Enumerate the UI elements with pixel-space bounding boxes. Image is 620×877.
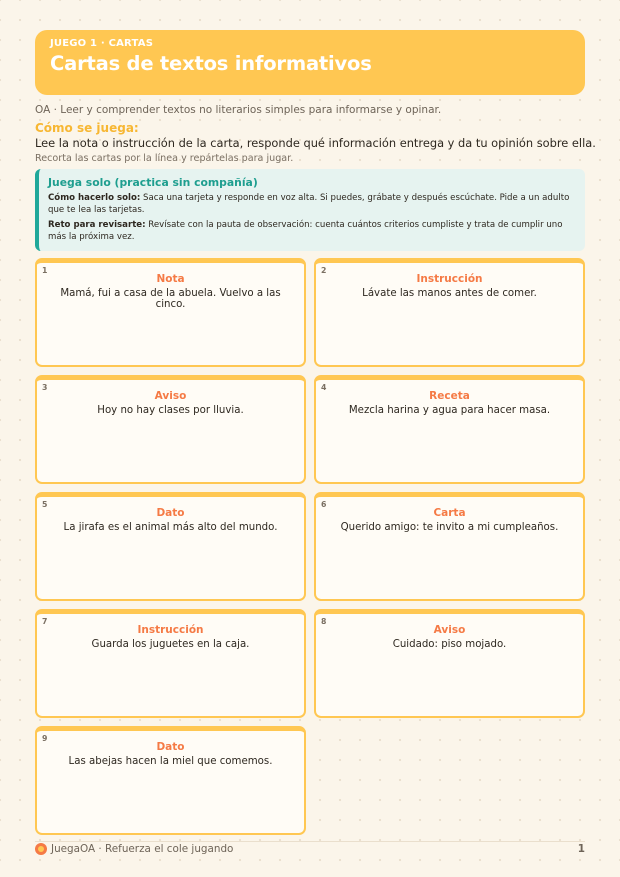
solo-play-box <box>35 169 585 251</box>
card-number: 8 <box>321 617 327 626</box>
solo-challenge-text: Revísate con la pauta de observación: cuenta cuántos criterios cumpliste y trata de cumplir uno más la próxima vez. <box>48 220 563 242</box>
card-number: 4 <box>321 383 327 392</box>
card-number: 9 <box>42 734 48 743</box>
card-number: 3 <box>42 383 48 392</box>
card-type: Dato <box>156 507 185 519</box>
card-3 <box>35 375 306 484</box>
card-type: Carta <box>433 507 466 519</box>
solo-how-text: Saca una tarjeta y responde en voz alta. Si puedes, grábate y después escúchate. Pide a un adulto que te lea las tarjetas. <box>48 193 570 215</box>
card-type: Instrucción <box>416 273 483 285</box>
solo-play-title: Juega solo (practica sin compañía) <box>48 176 258 189</box>
card-number: 1 <box>42 266 48 275</box>
page-header <box>35 30 585 95</box>
card-text: Cuidado: piso mojado. <box>392 639 507 650</box>
card-1 <box>35 258 306 367</box>
card-text: Mezcla harina y agua para hacer masa. <box>348 405 551 416</box>
target-logo-icon <box>35 843 47 855</box>
card-text: Las abejas hacen la miel que comemos. <box>68 756 273 767</box>
card-number: 7 <box>42 617 48 626</box>
solo-challenge-label: Reto para revisarte: <box>48 220 146 230</box>
card-type: Instrucción <box>137 624 204 636</box>
solo-challenge-paragraph <box>48 219 575 243</box>
solo-how-label: Cómo hacerlo solo: <box>48 193 141 203</box>
card-9 <box>35 726 306 835</box>
card-type: Receta <box>429 390 470 402</box>
card-text: Mamá, fui a casa de la abuela. Vuelvo a las cinco. <box>60 288 281 310</box>
card-type: Aviso <box>433 624 466 636</box>
card-text: La jirafa es el animal más alto del mundo. <box>63 522 278 533</box>
card-text: Hoy no hay clases por lluvia. <box>97 405 244 416</box>
card-text: Guarda los juguetes en la caja. <box>91 639 250 650</box>
card-7 <box>35 609 306 718</box>
how-to-play-heading: Cómo se juega: <box>35 121 139 135</box>
card-type: Dato <box>156 741 185 753</box>
card-2 <box>314 258 585 367</box>
solo-how-paragraph <box>48 192 575 216</box>
page-number: 1 <box>577 843 585 855</box>
card-6 <box>314 492 585 601</box>
card-type: Nota <box>156 273 185 285</box>
card-8 <box>314 609 585 718</box>
cut-instructions: Recorta las cartas por la línea y repártelas para jugar. <box>35 153 294 164</box>
page-title: Cartas de textos informativos <box>50 52 372 75</box>
card-type: Aviso <box>154 390 187 402</box>
card-text: Lávate las manos antes de comer. <box>362 288 537 299</box>
card-number: 6 <box>321 500 327 509</box>
learning-objective: OA · Leer y comprender textos no literarios simples para informarse y opinar. <box>35 104 442 116</box>
footer-divider <box>35 841 585 842</box>
card-5 <box>35 492 306 601</box>
card-text: Querido amigo: te invito a mi cumpleaños. <box>340 522 559 533</box>
game-kicker: JUEGO 1 · CARTAS <box>50 38 154 49</box>
footer-brand: JuegaOA · Refuerza el cole jugando <box>51 843 234 855</box>
page-footer <box>35 843 585 857</box>
card-number: 2 <box>321 266 327 275</box>
how-to-play-text: Lee la nota o instrucción de la carta, responde qué información entrega y da tu opinión sobre ella. <box>35 136 596 150</box>
card-number: 5 <box>42 500 48 509</box>
card-4 <box>314 375 585 484</box>
